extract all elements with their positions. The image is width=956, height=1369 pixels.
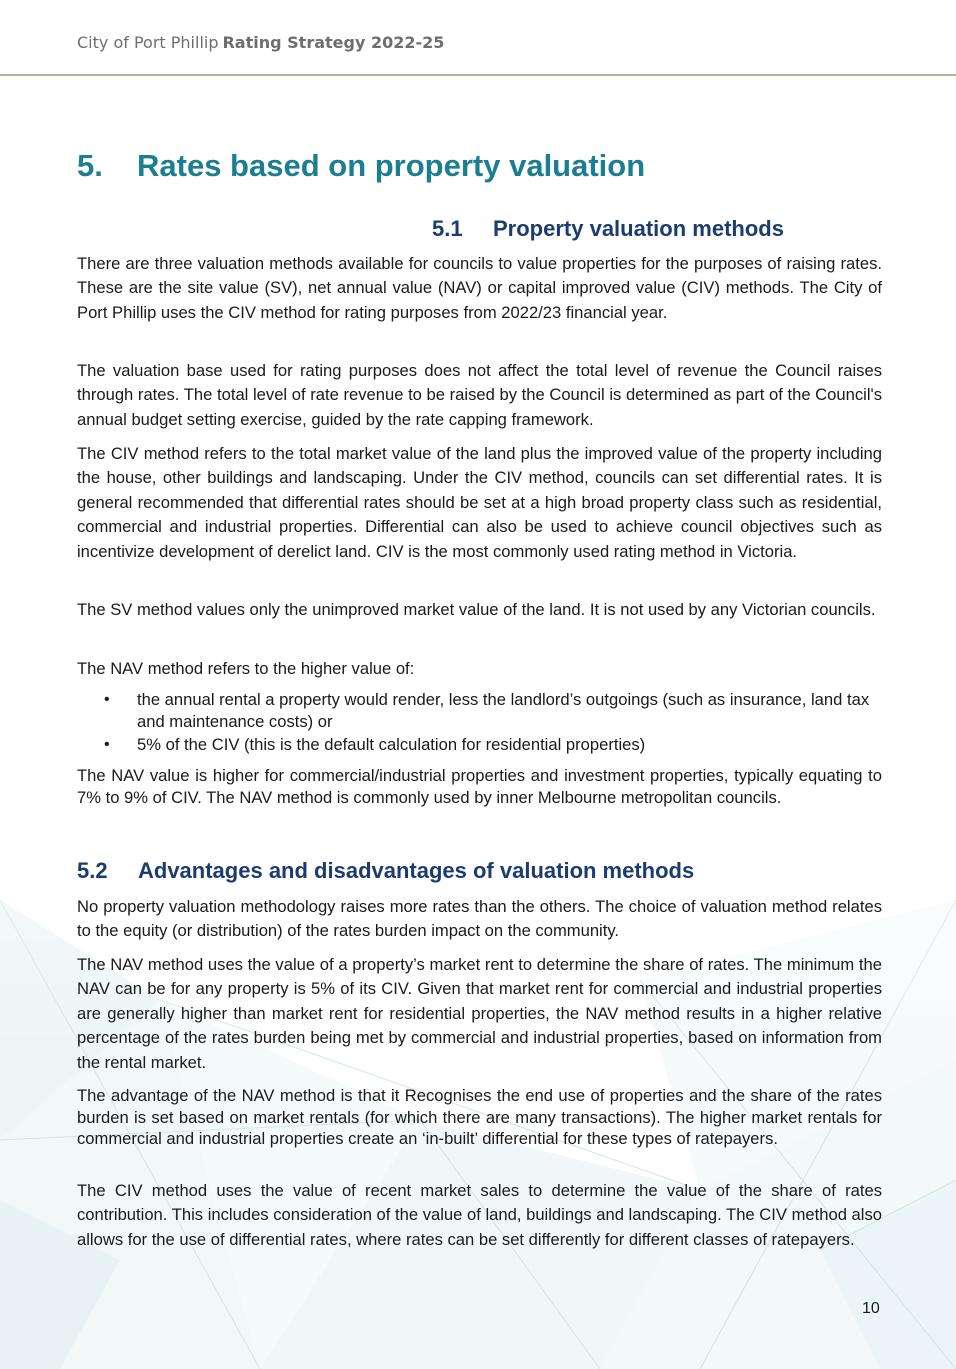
section-5-number: 5. (77, 148, 103, 183)
page-number: 10 (862, 1300, 880, 1317)
bullet-icon: • (104, 736, 110, 753)
list-item (77, 689, 882, 732)
list-item-text: the annual rental a property would render, less the landlord’s outgoings (such as insurance, land tax and maintenance costs) or (137, 690, 870, 731)
section-5-1-heading (432, 216, 784, 242)
list-item (77, 734, 882, 756)
paragraph: The SV method values only the unimproved market value of the land. It is not used by any Victorian councils. (77, 600, 876, 619)
page-header (77, 33, 444, 52)
section-5-1-number: 5.1 (432, 216, 463, 241)
section-5-title: Rates based on property valuation (137, 148, 646, 183)
nav-method-list (77, 689, 882, 758)
section-5-heading (77, 148, 645, 184)
paragraph: There are three valuation methods available for councils to value properties for the purposes of raising rates. These are the site value (SV), net annual value (NAV) or capital improved value (CIV) methods. The City of Port Phillip uses the CIV method for rating purposes from 2022/23 financial year. (77, 254, 882, 322)
paragraph: The advantage of the NAV method is that it Recognises the end use of properties and the share of the rates burden is set based on market rentals (for which there are many transactions). The higher market rentals for commercial and industrial properties create an ‘in-built’ differential for these types of ratepayers. (77, 1086, 882, 1148)
paragraph: The NAV value is higher for commercial/industrial properties and investment properties, typically equating to 7% to 9% of CIV. The NAV method is commonly used by inner Melbourne metropolitan councils. (77, 766, 882, 807)
paragraph: The valuation base used for rating purposes does not affect the total level of revenue the Council raises through rates. The total level of rate revenue to be raised by the Council is determined as part of the Council's annual budget setting exercise, guided by the rate capping framework. (77, 361, 882, 429)
bullet-icon: • (104, 691, 110, 708)
header-doc-title: Rating Strategy 2022-25 (222, 33, 445, 52)
header-divider (0, 74, 956, 76)
paragraph: The CIV method refers to the total market value of the land plus the improved value of the property including the house, other buildings and landscaping. Under the CIV method, councils can set differential rates. It is general recommended that differential rates should be set at a high broad property class such as residential, commercial and industrial properties. Differential can also be used to achieve council objectives such as incentivize development of derelict land. CIV is the most commonly used rating method in Victoria. (77, 444, 882, 561)
section-5-2-number: 5.2 (77, 858, 108, 883)
section-5-1-title: Property valuation methods (493, 216, 784, 241)
paragraph: The NAV method refers to the higher value of: (77, 659, 415, 678)
paragraph: The CIV method uses the value of recent market sales to determine the value of the share of rates contribution. This includes consideration of the value of land, buildings and landscaping. The CIV method also allows for the use of differential rates, where rates can be set differently for different classes of ratepayers. (77, 1181, 882, 1249)
section-5-2-title: Advantages and disadvantages of valuation methods (138, 858, 695, 883)
paragraph: The NAV method uses the value of a property’s market rent to determine the share of rates. The minimum the NAV can be for any property is 5% of its CIV. Given that market rent for commercial and industrial properties are generally higher than market rent for residential properties, the NAV method results in a higher relative percentage of the rates burden being met by commercial and industrial properties, based on information from the rental market. (77, 955, 882, 1072)
list-item-text: 5% of the CIV (this is the default calculation for residential properties) (137, 735, 646, 754)
paragraph: No property valuation methodology raises more rates than the others. The choice of valuation method relates to the equity (or distribution) of the rates burden impact on the community. (77, 897, 882, 941)
section-5-2-heading (77, 858, 694, 884)
header-org: City of Port Phillip (77, 33, 219, 52)
